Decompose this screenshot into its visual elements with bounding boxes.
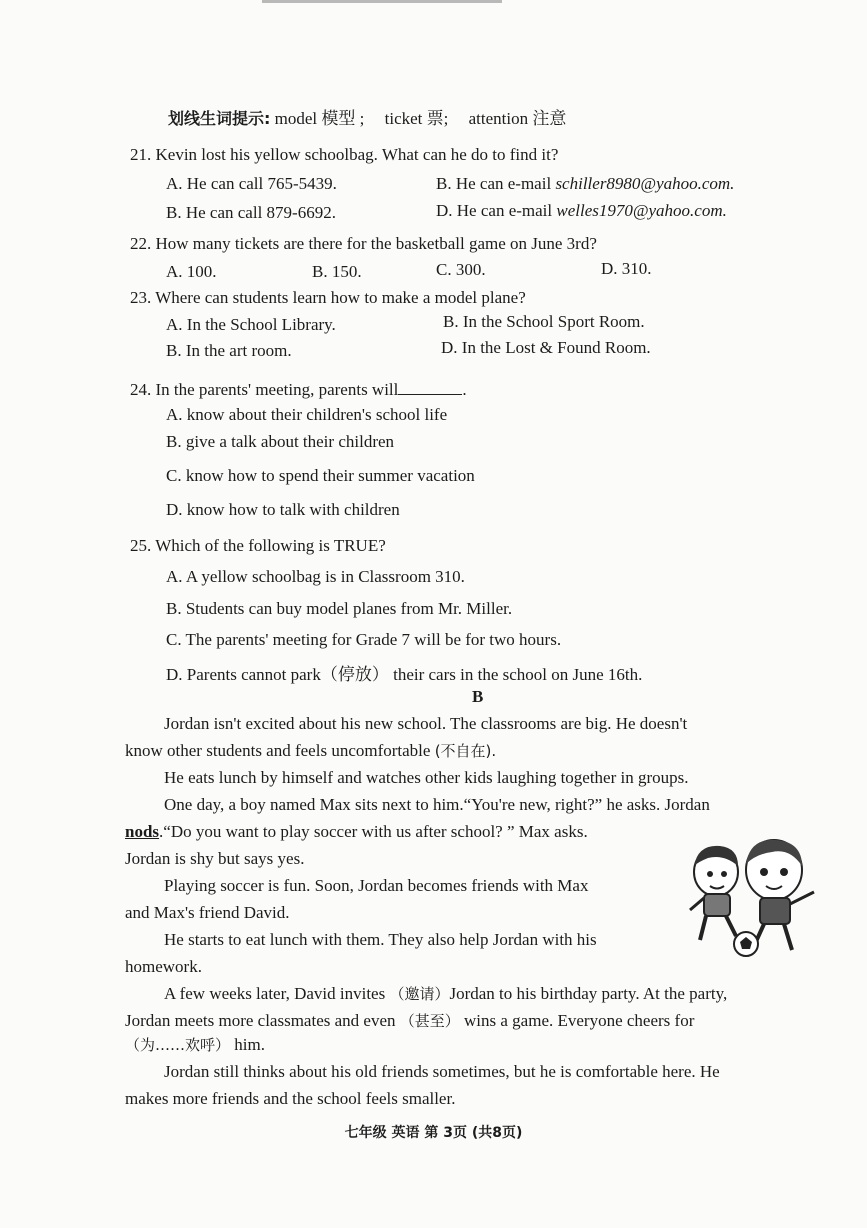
- option-letter: C.: [166, 466, 182, 485]
- passage-gloss: (不自在).: [434, 742, 497, 760]
- passage-text: .“Do you want to play soccer with us after school? ” Max asks.: [159, 822, 588, 841]
- option-letter: D.: [441, 338, 458, 357]
- passage-gloss: （为……欢呼）: [125, 1036, 231, 1054]
- question-number: 25.: [130, 536, 152, 555]
- email-address: schiller8980@yahoo.com.: [555, 174, 735, 193]
- passage-line: makes more friends and the school feels smaller.: [125, 1089, 456, 1108]
- option-23d[interactable]: [441, 338, 651, 358]
- option-text: know about their children's school life: [186, 405, 448, 424]
- option-text: In the art room.: [185, 341, 292, 360]
- passage-text: him.: [230, 1035, 265, 1054]
- option-letter: A.: [166, 567, 183, 586]
- option-text: A yellow schoolbag is in Classroom 310.: [185, 567, 465, 586]
- option-24a[interactable]: [166, 405, 447, 425]
- passage-line: One day, a boy named Max sits next to him.“You're new, right?” he asks. Jordan: [164, 795, 710, 814]
- option-letter: D.: [166, 665, 183, 684]
- option-23b[interactable]: [443, 312, 645, 332]
- question-number: 23.: [130, 288, 152, 307]
- question-number: 24.: [130, 380, 152, 399]
- passage-line: [125, 737, 496, 765]
- hint-item: attention 注意: [468, 109, 567, 128]
- page-footer: 七年级 英语 第 3页 (共8页): [344, 1125, 523, 1141]
- option-22d[interactable]: [601, 259, 652, 279]
- option-letter: B.: [166, 599, 182, 618]
- option-21d[interactable]: [436, 201, 727, 221]
- option-23a[interactable]: [166, 315, 336, 335]
- option-letter: B.: [166, 432, 182, 451]
- option-text: The parents' meeting for Grade 7 will be for two hours.: [185, 630, 562, 649]
- passage-line: He eats lunch by himself and watches other kids laughing together in groups.: [164, 768, 689, 787]
- option-letter: C.: [436, 260, 452, 279]
- question-23: [130, 288, 526, 308]
- option-letter: A.: [166, 315, 183, 334]
- passage-text: wins a game. Everyone cheers for: [459, 1011, 695, 1030]
- passage-line: Jordan isn't excited about his new school. The classrooms are big. He doesn't: [164, 714, 688, 733]
- option-24d[interactable]: [166, 500, 400, 520]
- option-text: 100.: [186, 262, 217, 281]
- answer-blank[interactable]: [398, 380, 462, 395]
- option-text: In the School Library.: [186, 315, 336, 334]
- option-text: Parents cannot park（停放） their cars in the school on June 16th.: [186, 665, 643, 684]
- option-text: give a talk about their children: [185, 432, 395, 451]
- passage-text: A few weeks later, David invites: [164, 984, 390, 1003]
- option-text: know how to spend their summer vacation: [185, 466, 475, 485]
- kid-right-figure: [746, 840, 814, 950]
- option-21a[interactable]: [166, 174, 337, 194]
- question-number: 21.: [130, 145, 152, 164]
- option-text: 150.: [331, 262, 362, 281]
- scan-edge-mark: [262, 0, 502, 3]
- option-23c[interactable]: [166, 341, 292, 361]
- underlined-word: nods: [125, 822, 160, 841]
- email-address: welles1970@yahoo.com.: [556, 201, 727, 220]
- soccer-kids-illustration: [684, 836, 824, 960]
- option-22c[interactable]: [436, 260, 486, 280]
- question-text: Which of the following is TRUE?: [155, 536, 386, 555]
- option-text: In the School Sport Room.: [462, 312, 645, 331]
- option-letter: B.: [436, 174, 452, 193]
- option-text: He can e-mail: [456, 201, 557, 220]
- option-22b[interactable]: [312, 262, 362, 282]
- question-text: Kevin lost his yellow schoolbag. What can he do to find it?: [155, 145, 559, 164]
- option-text: know how to talk with children: [186, 500, 400, 519]
- option-letter: B.: [166, 203, 182, 222]
- question-text: In the parents' meeting, parents will: [155, 380, 399, 399]
- question-24: 24. In the parents' meeting, parents will .: [130, 380, 467, 399]
- hint-item: model 模型 ;: [274, 109, 365, 128]
- passage-text: Jordan to his birthday party. At the party,: [449, 984, 728, 1003]
- option-25a[interactable]: [166, 567, 465, 587]
- option-letter: C.: [166, 630, 182, 649]
- passage-line: He starts to eat lunch with them. They also help Jordan with his: [164, 930, 597, 949]
- section-heading: B: [472, 687, 484, 706]
- option-letter: A.: [166, 262, 183, 281]
- passage-line: [164, 980, 727, 1008]
- option-letter: B.: [443, 312, 459, 331]
- passage-line: [125, 1031, 265, 1059]
- hint-item: ticket 票;: [384, 109, 449, 128]
- vocabulary-hint: [168, 104, 566, 129]
- option-25d[interactable]: [166, 660, 642, 685]
- option-text: Students can buy model planes from Mr. Miller.: [185, 599, 513, 618]
- option-21b[interactable]: [436, 174, 734, 194]
- passage-gloss: （邀请）: [389, 985, 450, 1003]
- passage-line: Jordan is shy but says yes.: [125, 849, 305, 868]
- option-letter: D.: [436, 201, 453, 220]
- question-number: 22.: [130, 234, 152, 253]
- soccer-ball-icon: [734, 932, 758, 956]
- option-text: 310.: [621, 259, 652, 278]
- option-24b[interactable]: [166, 432, 394, 452]
- option-text: He can call 879-6692.: [185, 203, 336, 222]
- option-text: He can call 765-5439.: [186, 174, 337, 193]
- option-letter: A.: [166, 405, 183, 424]
- question-25: [130, 536, 386, 556]
- option-letter: B.: [166, 341, 182, 360]
- option-text: 300.: [455, 260, 486, 279]
- question-text: Where can students learn how to make a model plane?: [155, 288, 526, 307]
- passage-line: and Max's friend David.: [125, 903, 290, 922]
- kid-left-figure: [690, 846, 738, 940]
- option-letter: D.: [601, 259, 618, 278]
- option-text: He can e-mail: [455, 174, 556, 193]
- option-text: In the Lost & Found Room.: [461, 338, 651, 357]
- option-25b[interactable]: [166, 599, 512, 619]
- passage-text: Jordan meets more classmates and even: [125, 1011, 400, 1030]
- question-21: [130, 145, 558, 165]
- option-22a[interactable]: [166, 262, 217, 282]
- passage-text: know other students and feels uncomfortable: [125, 741, 431, 760]
- passage-line: Jordan still thinks about his old friends sometimes, but he is comfortable here. He: [164, 1062, 720, 1081]
- passage-gloss: （甚至）: [399, 1012, 460, 1030]
- option-25c[interactable]: [166, 630, 561, 650]
- hint-label: 划线生词提示:: [168, 109, 271, 128]
- option-letter: A.: [166, 174, 183, 193]
- question-22: [130, 234, 597, 254]
- question-text: How many tickets are there for the basketball game on June 3rd?: [155, 234, 597, 253]
- option-letter: B.: [312, 262, 328, 281]
- option-21c[interactable]: [166, 203, 336, 223]
- option-letter: D.: [166, 500, 183, 519]
- option-24c[interactable]: [166, 466, 475, 486]
- passage-line: [125, 818, 588, 845]
- passage-line: Playing soccer is fun. Soon, Jordan becomes friends with Max: [164, 876, 589, 895]
- passage-line: homework.: [125, 957, 202, 976]
